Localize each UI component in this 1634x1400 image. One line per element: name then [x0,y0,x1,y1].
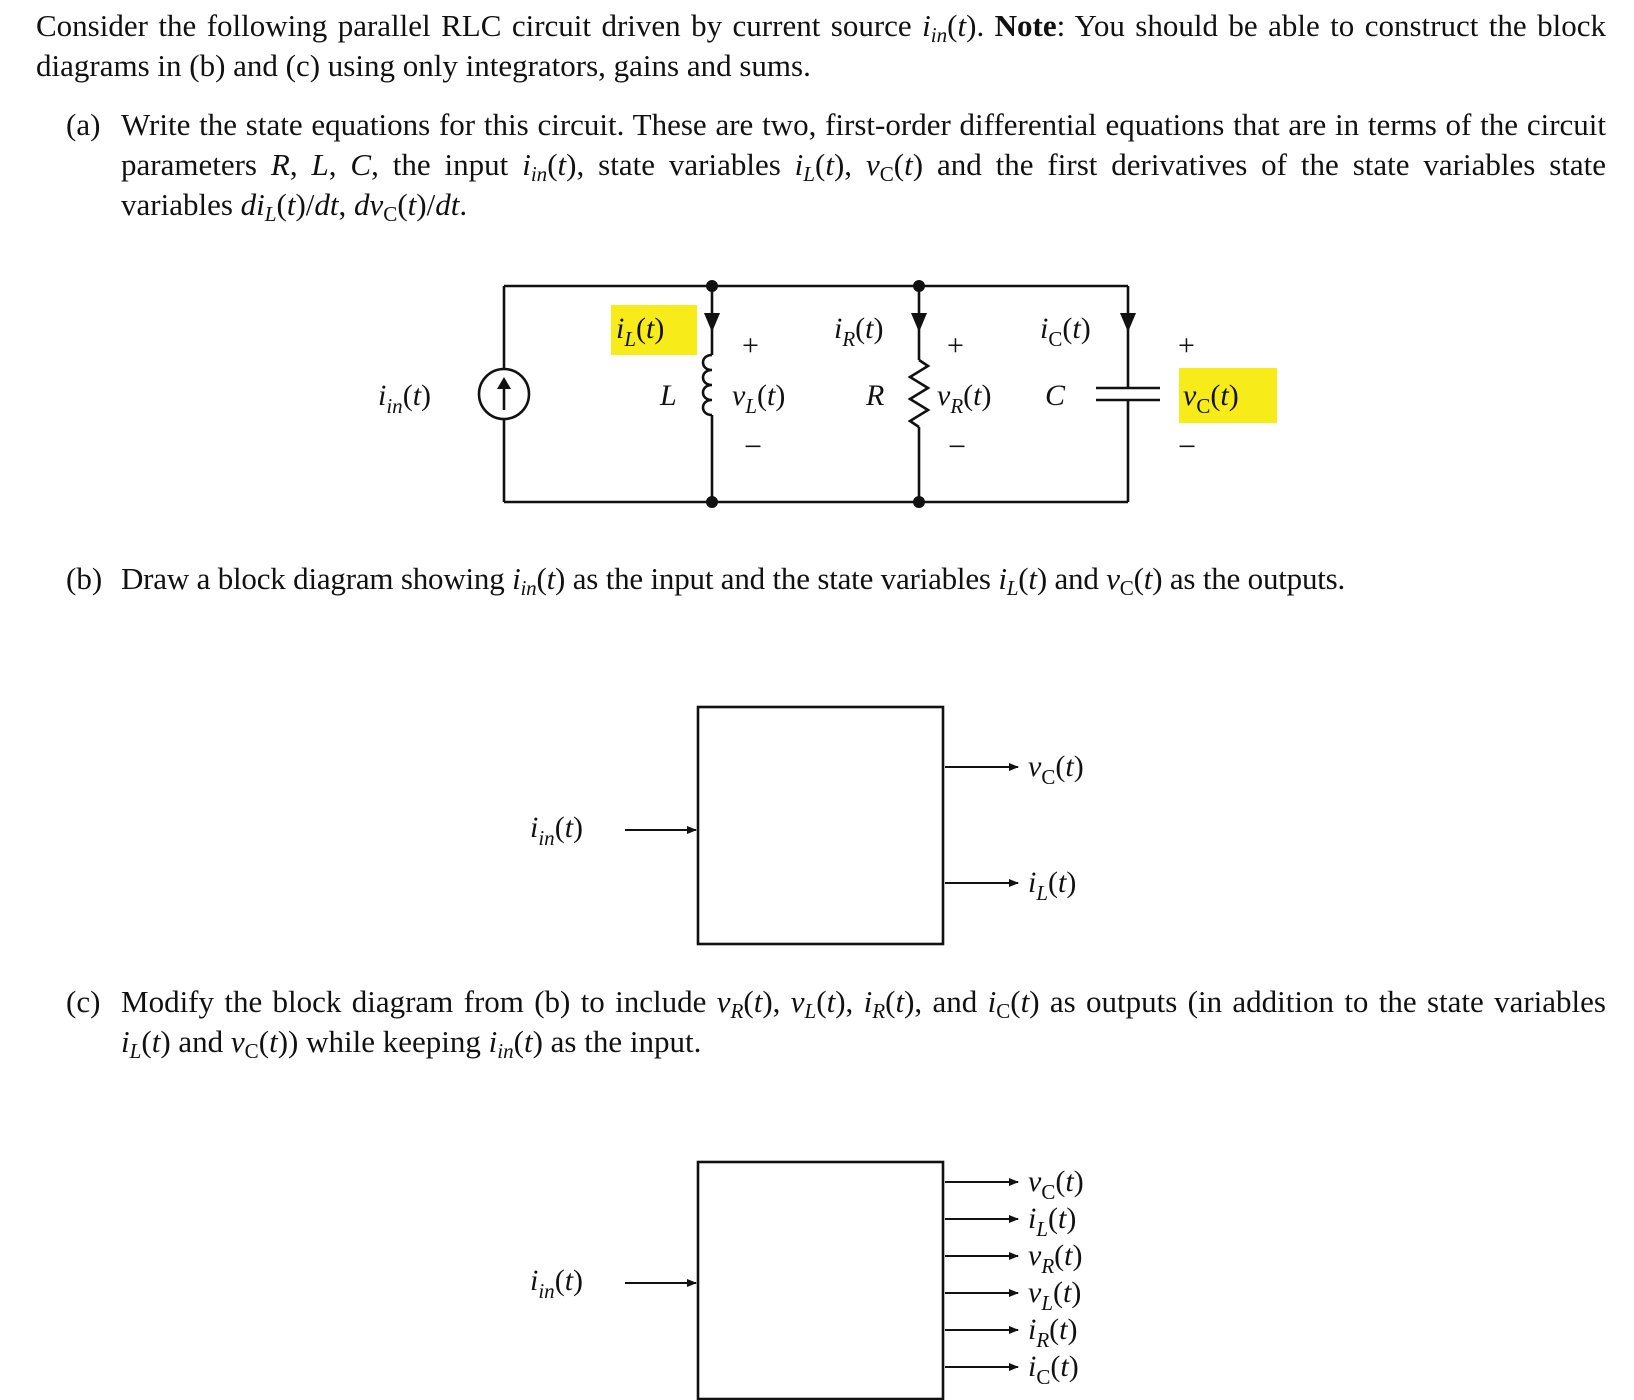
block-c-box [698,1162,943,1399]
block-b-output-iL: $i_L(t)$ [1028,866,1077,905]
inductor-minus: − [744,428,763,464]
resistor-minus: − [948,428,967,464]
part-a-text: Write the state equations for this circuit. These are two, first-order differential equations that are in terms of the circuit parameters R, L, C, the input $i_{in}(t)$, state variables $i_L(t)$, $v_C(t)$ and the first derivatives of the state variables state variables $di_L(t)/dt$, $dv_C(t)/dt$. [121,107,1607,226]
junction-dot [706,280,718,292]
inductor-current-arrow-icon [704,313,720,332]
part-b-text: Draw a block diagram showing $i_{in}(t)$ as the input and the state variables $i_L(t)$ and $v_C(t)$ as the outputs. [121,561,1346,600]
junction-dot [913,280,925,292]
capacitor-voltage-label: $v_C(t)$ [1183,379,1239,418]
resistor-plus: + [947,329,964,362]
part-b-label: (b) [66,561,103,596]
capacitor-current-arrow-icon [1120,313,1136,332]
resistor-zigzag-icon [910,360,928,427]
resistor-voltage-label: $v_R(t)$ [937,379,992,418]
capacitor-minus: − [1178,428,1197,464]
resistor-name: R [866,379,885,412]
part-c-text: Modify the block diagram from (b) to include $v_R(t)$, $v_L(t)$, $i_R(t)$, and $i_C(t)$ as outputs (in addition to the state variables $i_L(t)$ and $v_C(t)$) while keeping $i_{in}(t)$ as the input. [121,984,1606,1063]
inductor-plus: + [742,329,759,362]
capacitor-plus: + [1178,329,1195,362]
note-label: Note [994,8,1057,43]
source-arrow-icon [497,377,511,389]
block-c-output-iR: $i_R(t)$ [1028,1313,1078,1352]
inductor-coil-icon [703,355,712,415]
block-c-output-vL: $v_L(t)$ [1028,1276,1082,1315]
intro-paragraph: Consider the following parallel RLC circuit driven by current source $i_{in}(t)$. Note: You should be able to construct the block diagrams in (b) and (c) using only integrators, gains and sums. [36,8,1606,83]
part-c-label: (c) [66,984,101,1019]
junction-dot [706,496,718,508]
block-c-output-iL: $i_L(t)$ [1028,1202,1077,1241]
capacitor-current-label: $i_C(t)$ [1040,312,1091,351]
source-label: $i_{in}(t)$ [378,379,432,418]
inductor-current-label: $i_L(t)$ [616,312,665,351]
block-b-output-vC: $v_C(t)$ [1028,750,1084,789]
capacitor-name: C [1045,379,1066,412]
resistor-current-label: $i_R(t)$ [834,312,884,351]
block-b-input-label: $i_{in}(t)$ [530,811,584,850]
block-c-output-vC: $v_C(t)$ [1028,1165,1084,1204]
block-c-output-iC: $i_C(t)$ [1028,1350,1079,1389]
block-c-input-label: $i_{in}(t)$ [530,1264,584,1303]
block-diagram-c [530,1162,1084,1399]
resistor-current-arrow-icon [911,313,927,332]
part-a-label: (a) [66,107,101,142]
block-b-box [698,707,943,944]
block-c-output-vR: $v_R(t)$ [1028,1239,1083,1278]
inductor-name: L [660,379,677,412]
block-diagram-b [530,707,1084,944]
inductor-voltage-label: $v_L(t)$ [732,379,786,418]
junction-dot [913,496,925,508]
